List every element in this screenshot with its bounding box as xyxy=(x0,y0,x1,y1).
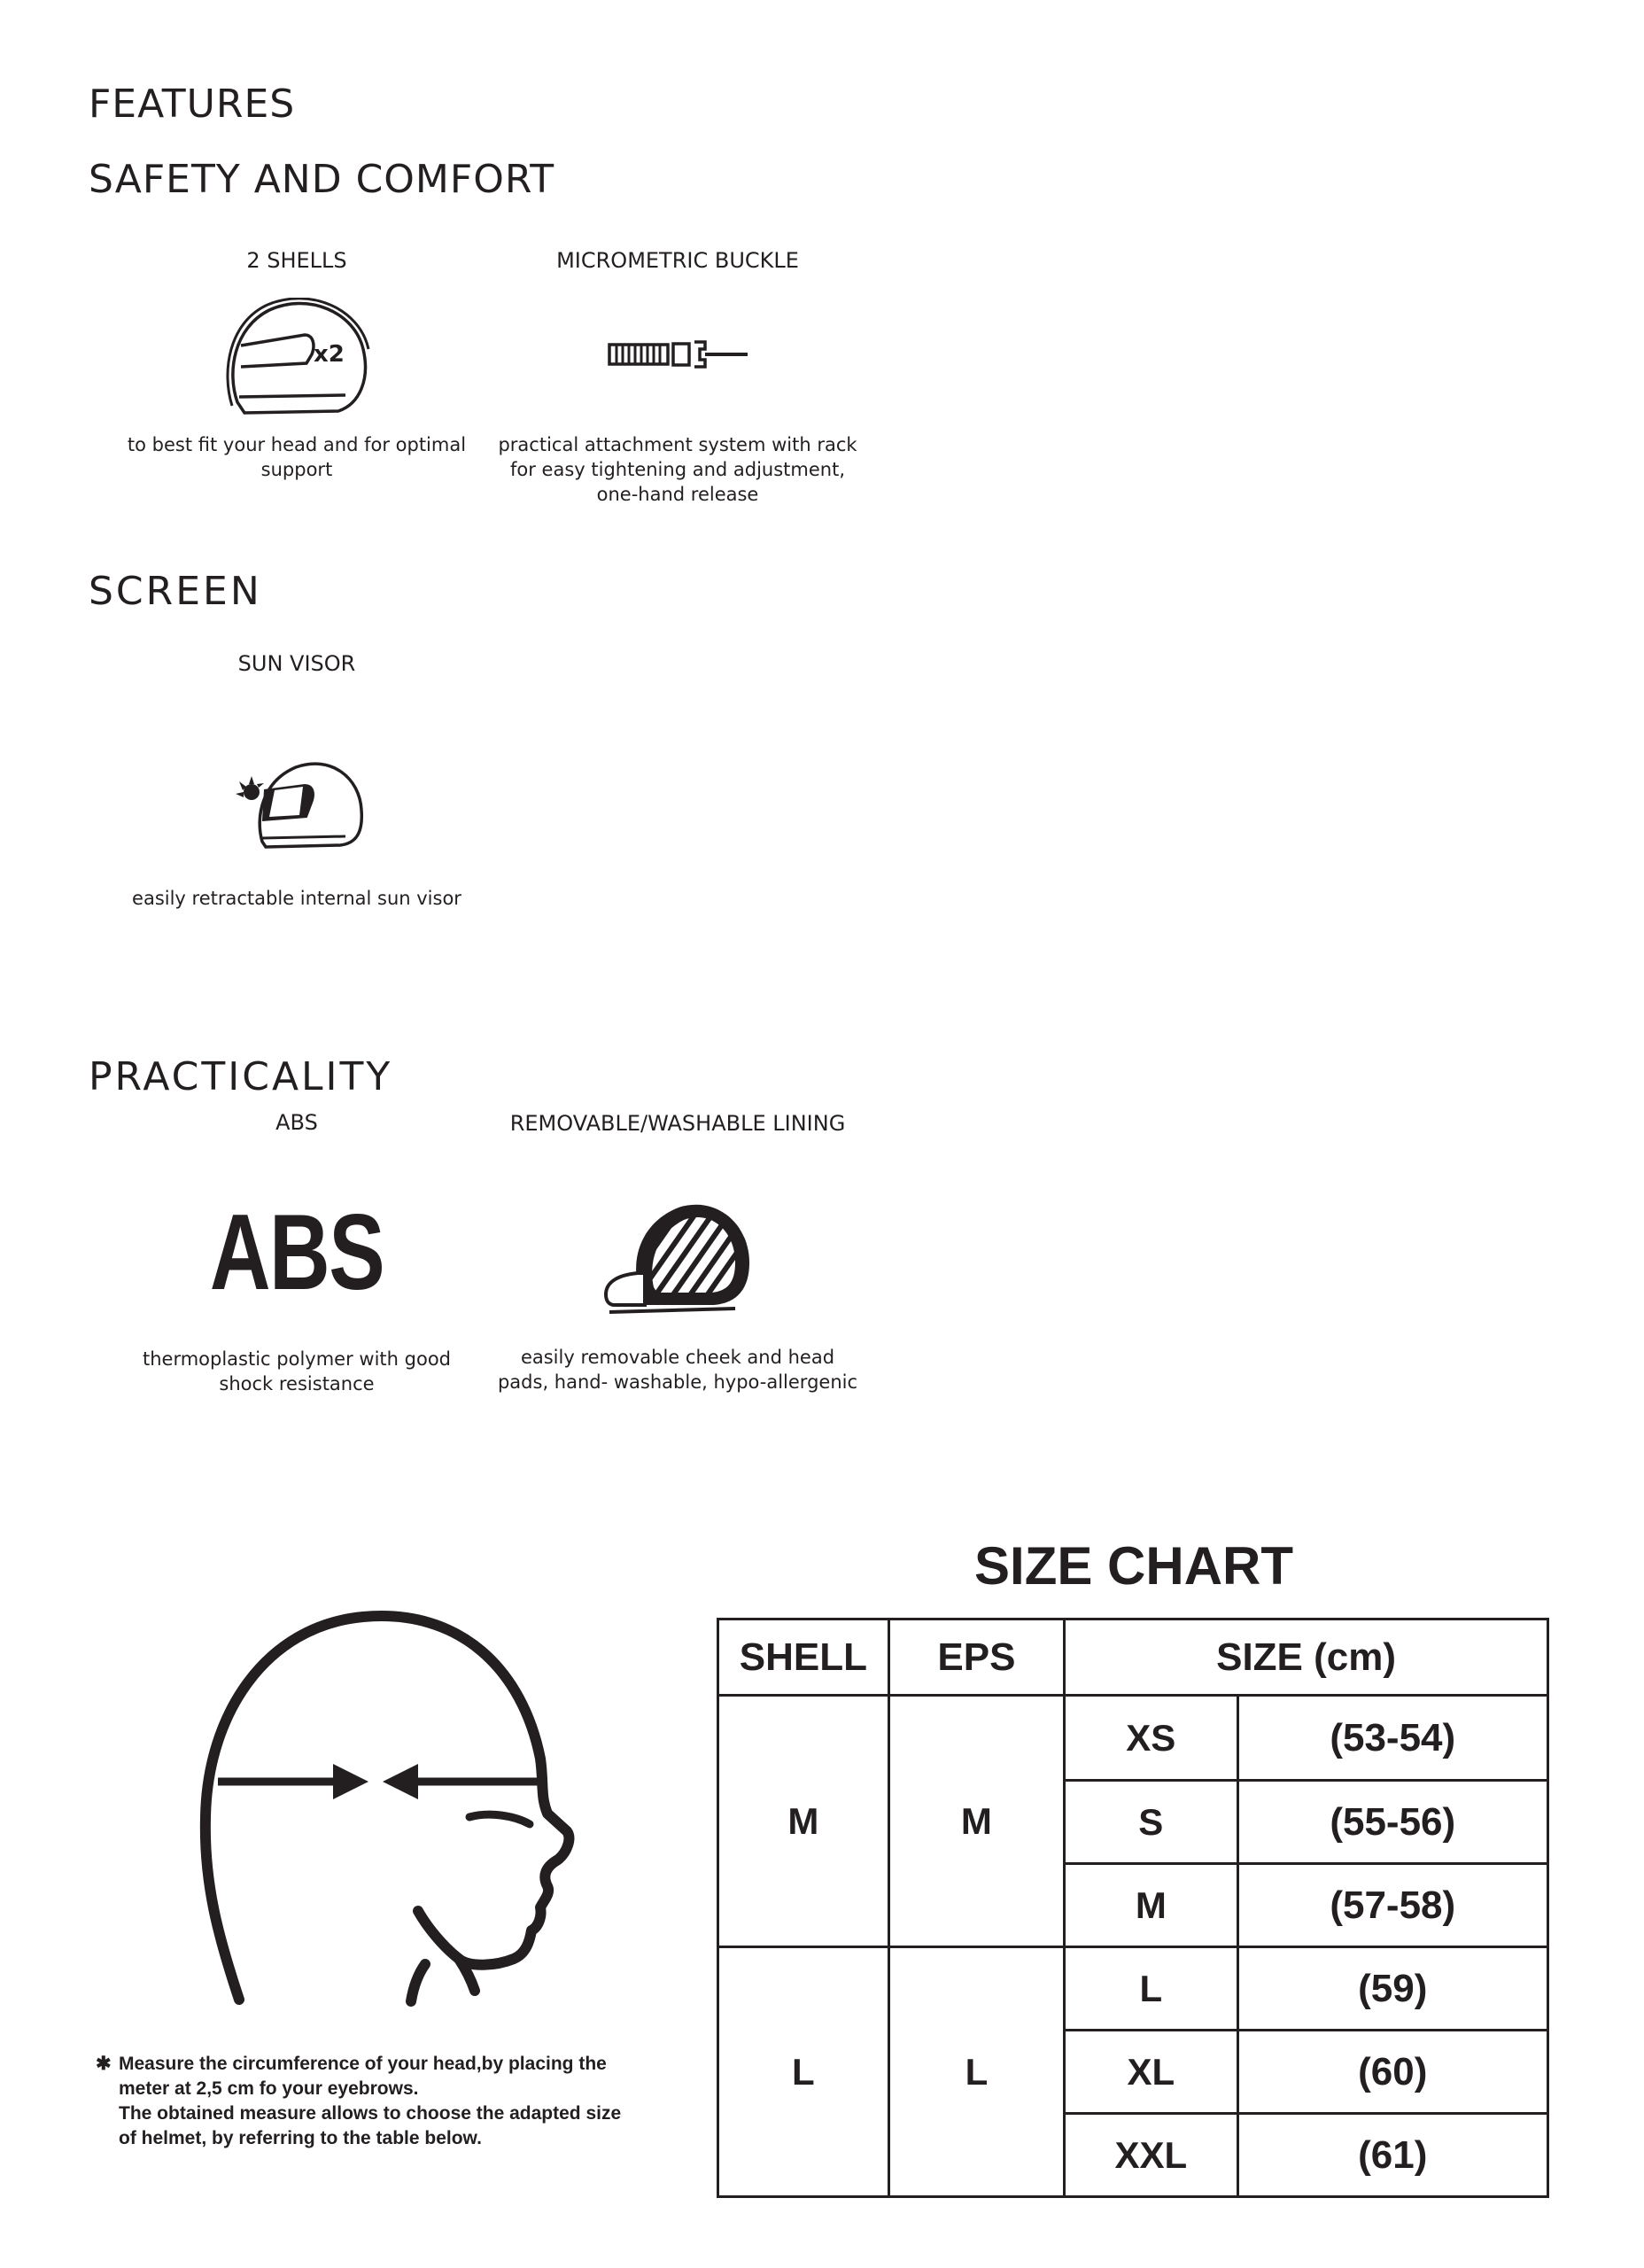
head-measurement-illustration xyxy=(177,1564,602,2007)
size-chart-header-row xyxy=(718,1619,1548,1696)
feature-abs xyxy=(115,1110,478,1135)
buckle-icon xyxy=(608,337,758,372)
buckle-description: practical attachment system with rack for easy tightening and adjustment, one-hand release xyxy=(498,434,857,505)
size-range-cell: (60) xyxy=(1237,2031,1548,2114)
size-range-cell: (59) xyxy=(1237,1947,1548,2031)
size-label-cell: S xyxy=(1065,1781,1237,1864)
lining-helmet-icon xyxy=(602,1199,753,1314)
measure-note-line: of helmet, by referring to the table below. xyxy=(119,2128,482,2148)
eps-column-header: EPS xyxy=(888,1619,1064,1696)
screen-heading: SCREEN xyxy=(89,569,262,614)
measure-note-line: The obtained measure allows to choose the adapted size xyxy=(119,2103,622,2124)
table-row xyxy=(718,1696,1548,1781)
size-label-cell: XXL xyxy=(1065,2114,1237,2197)
sun-visor-helmet-icon xyxy=(232,755,365,850)
size-label-cell: XL xyxy=(1065,2031,1237,2114)
practicality-heading: PRACTICALITY xyxy=(89,1054,393,1099)
abs-description: thermoplastic polymer with good shock resistance xyxy=(142,1348,451,1394)
size-range-cell: (57-58) xyxy=(1237,1864,1548,1947)
feature-sun-visor xyxy=(115,651,478,676)
eps-cell: M xyxy=(888,1696,1064,1947)
size-label-cell: XS xyxy=(1065,1696,1237,1781)
shell-cell: L xyxy=(718,1947,889,2197)
measure-note-line: Measure the circumference of your head,by placing the xyxy=(119,2054,607,2074)
table-row xyxy=(718,1947,1548,2031)
size-label-cell: L xyxy=(1065,1947,1237,2031)
two-shells-description: to best fit your head and for optimal support xyxy=(127,434,467,480)
size-column-header: SIZE (cm) xyxy=(1065,1619,1548,1696)
size-range-cell: (53-54) xyxy=(1237,1696,1548,1781)
feature-title: ABS xyxy=(275,1110,318,1135)
features-heading: FEATURES xyxy=(89,82,296,127)
safety-comfort-heading: SAFETY AND COMFORT xyxy=(89,157,555,202)
size-chart-title: SIZE CHART xyxy=(974,1536,1293,1596)
size-chart-table xyxy=(717,1618,1549,2198)
feature-title: 2 SHELLS xyxy=(246,248,347,273)
feature-title: SUN VISOR xyxy=(237,651,356,676)
measure-note-line: meter at 2,5 cm fo your eyebrows. xyxy=(119,2078,419,2099)
asterisk-icon: ✱ xyxy=(96,2054,112,2074)
feature-title: MICROMETRIC BUCKLE xyxy=(556,248,799,273)
size-label-cell: M xyxy=(1065,1864,1237,1947)
feature-removable-lining xyxy=(496,1110,859,1137)
eps-cell: L xyxy=(888,1947,1064,2197)
shell-count-badge: x2 xyxy=(314,341,345,368)
size-range-cell: (61) xyxy=(1237,2114,1548,2197)
shell-cell: M xyxy=(718,1696,889,1947)
feature-two-shells xyxy=(115,248,478,273)
feature-micrometric-buckle xyxy=(496,248,859,273)
size-range-cell: (55-56) xyxy=(1237,1781,1548,1864)
two-shells-helmet-icon xyxy=(221,298,372,422)
sun-visor-description: easily retractable internal sun visor xyxy=(132,888,461,909)
measure-note xyxy=(96,2052,707,2151)
abs-logo: ABS xyxy=(209,1192,384,1312)
sun-icon xyxy=(236,776,264,800)
feature-title: REMOVABLE/WASHABLE LINING xyxy=(509,1111,846,1136)
shell-column-header: SHELL xyxy=(718,1619,889,1696)
lining-description: easily removable cheek and head pads, hand- washable, hypo-allergenic xyxy=(497,1347,858,1393)
